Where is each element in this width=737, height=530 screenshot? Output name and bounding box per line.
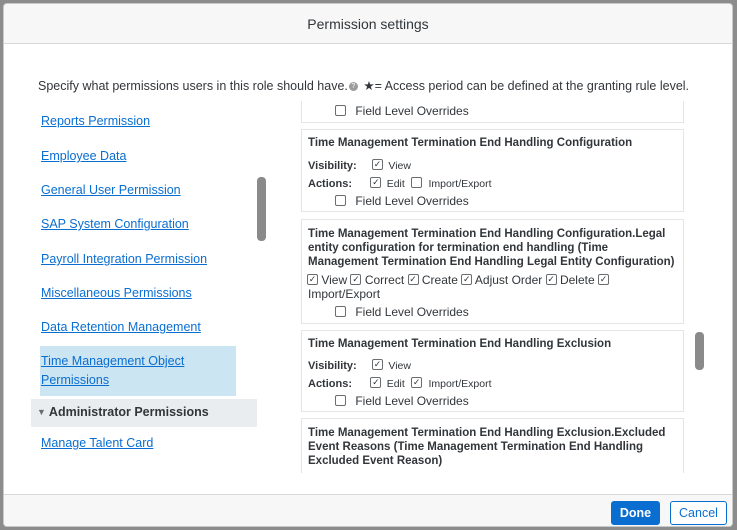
help-icon[interactable]: ?	[349, 82, 358, 91]
field-level-overrides-label: Field Level Overrides	[355, 104, 469, 118]
permission-card-title: Time Management Termination End Handling Exclusion	[308, 338, 612, 350]
star-icon: ★	[363, 79, 375, 93]
visibility-label: Visibility:	[308, 360, 357, 372]
nav-group-administrator-permissions[interactable]	[31, 399, 257, 427]
field-level-overrides-row	[335, 394, 469, 408]
nav-item-data-retention-management[interactable]: Data Retention Management	[41, 320, 201, 334]
edit-checkbox[interactable]	[370, 177, 381, 188]
dialog-footer	[4, 494, 732, 527]
visibility-label: Visibility:	[308, 160, 357, 172]
view-checkbox[interactable]	[307, 274, 318, 285]
permission-card-termination-end-handling-configuration	[301, 129, 684, 212]
permission-card-title: Time Management Termination End Handling Exclusion.Excluded Event Reasons (Time Management Termination End Handling Excluded Event Reason)	[308, 427, 666, 467]
permission-settings-dialog	[3, 3, 733, 527]
edit-checkbox[interactable]	[370, 377, 381, 388]
field-level-overrides-label: Field Level Overrides	[355, 305, 469, 319]
field-level-overrides-label: Field Level Overrides	[355, 194, 469, 208]
nav-item-reports-permission[interactable]: Reports Permission	[41, 114, 151, 128]
nav-item-active[interactable]	[40, 346, 236, 396]
permission-card-excluded-event-reasons	[301, 418, 684, 473]
dialog-title: Permission settings	[4, 4, 732, 44]
import-export-label: Import/Export	[428, 178, 492, 190]
import-export-checkbox[interactable]	[411, 377, 422, 388]
view-label: View	[388, 160, 411, 172]
permission-card-termination-end-handling-exclusion	[301, 330, 684, 412]
cancel-button[interactable]: Cancel	[670, 501, 727, 525]
permission-category-list[interactable]	[31, 104, 266, 472]
delete-checkbox[interactable]	[546, 274, 557, 285]
correct-label: Correct	[364, 273, 405, 287]
visibility-row	[308, 158, 411, 172]
permission-description	[38, 78, 689, 93]
field-level-overrides-row	[335, 104, 469, 118]
nav-item-time-management-object-permissions[interactable]: Time Management Object Permissions	[41, 354, 185, 387]
left-scrollbar-thumb[interactable]	[257, 177, 266, 241]
actions-label: Actions:	[308, 178, 352, 190]
import-export-checkbox[interactable]	[598, 274, 609, 285]
view-checkbox[interactable]	[372, 159, 383, 170]
field-level-overrides-checkbox[interactable]	[335, 195, 346, 206]
field-level-overrides-label: Field Level Overrides	[355, 394, 469, 408]
create-label: Create	[421, 273, 458, 287]
nav-group-label: Administrator Permissions	[48, 405, 209, 419]
import-export-label: Import/Export	[308, 287, 381, 301]
field-level-overrides-checkbox[interactable]	[335, 105, 346, 116]
view-checkbox[interactable]	[372, 359, 383, 370]
permission-card-legal-entity-configuration	[301, 219, 684, 324]
view-label: View	[388, 360, 411, 372]
nav-item-miscellaneous-permissions[interactable]: Miscellaneous Permissions	[41, 286, 192, 300]
adjust-order-checkbox[interactable]	[461, 274, 472, 285]
create-checkbox[interactable]	[408, 274, 419, 285]
adjust-order-label: Adjust Order	[474, 273, 543, 287]
done-button[interactable]: Done	[611, 501, 660, 525]
nav-item-payroll-integration-permission[interactable]: Payroll Integration Permission	[41, 252, 208, 266]
right-scrollbar-thumb[interactable]	[695, 332, 704, 370]
permission-card-title: Time Management Termination End Handling Configuration	[308, 137, 633, 149]
field-level-overrides-checkbox[interactable]	[335, 395, 346, 406]
nav-item-general-user-permission[interactable]: General User Permission	[41, 183, 181, 197]
field-level-overrides-row	[335, 194, 469, 208]
field-level-overrides-checkbox[interactable]	[335, 306, 346, 317]
star-note: = Access period can be defined at the granting rule level.	[374, 79, 690, 93]
field-level-overrides-row	[335, 305, 469, 319]
actions-label: Actions:	[308, 378, 352, 390]
edit-label: Edit	[386, 178, 405, 190]
nav-item-manage-talent-card[interactable]: Manage Talent Card	[41, 436, 154, 450]
visibility-row	[308, 358, 411, 372]
permission-card-title: Time Management Termination End Handling Configuration.Legal entity configuration for termination end handling (Time Management Termination End Handling Legal Entity Configuration)	[308, 228, 675, 268]
actions-row	[307, 273, 609, 287]
import-export-label: Import/Export	[428, 378, 492, 390]
nav-item-sap-system-configuration[interactable]: SAP System Configuration	[41, 217, 189, 231]
delete-label: Delete	[559, 273, 595, 287]
permission-card-previous	[301, 101, 684, 123]
nav-item-employee-data[interactable]: Employee Data	[41, 149, 127, 163]
description-text: Specify what permissions users in this role should have.	[38, 79, 348, 93]
collapse-caret-icon[interactable]: ▼	[37, 407, 46, 417]
import-export-checkbox[interactable]	[411, 177, 422, 188]
view-label: View	[321, 273, 348, 287]
actions-row	[308, 376, 492, 390]
actions-row	[308, 176, 492, 190]
permission-details-pane[interactable]	[301, 101, 687, 473]
correct-checkbox[interactable]	[350, 274, 361, 285]
edit-label: Edit	[386, 378, 405, 390]
